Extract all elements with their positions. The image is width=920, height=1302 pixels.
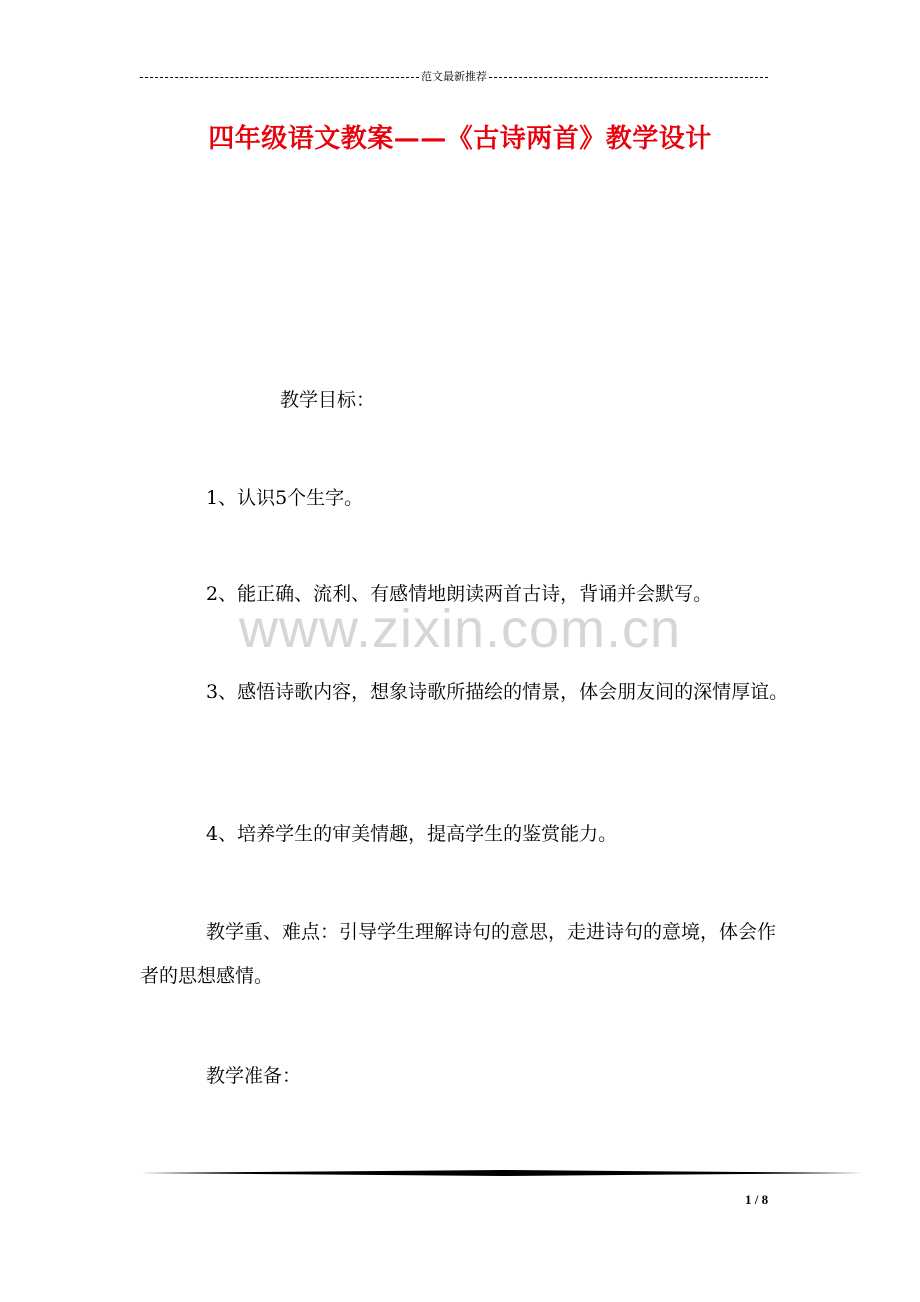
header-dashes-left	[140, 77, 419, 78]
objective-4: 4、培养学生的审美情趣，提高学生的鉴赏能力。	[206, 823, 618, 845]
page-header	[140, 68, 768, 86]
objectives-heading: 教学目标：	[280, 389, 376, 411]
objective-3: 3、感悟诗歌内容，想象诗歌所描绘的情景，体会朋友间的深情厚谊。	[206, 681, 789, 703]
page-number: 1 / 8	[745, 1192, 769, 1207]
objective-2: 2、能正确、流利、有感情地朗读两首古诗，背诵并会默写。	[206, 583, 713, 605]
watermark: www.zixin.com.cn	[238, 599, 682, 659]
preparation-heading: 教学准备：	[206, 1065, 302, 1087]
header-dashes-right	[489, 77, 768, 78]
key-points: 教学重、难点：引导学生理解诗句的意思，走进诗句的意境，体会作者的思想感情。	[140, 921, 777, 987]
header-label: 范文最新推荐	[421, 70, 487, 83]
document-title: 四年级语文教案——《古诗两首》教学设计	[208, 124, 712, 154]
objective-1: 1、认识5个生字。	[206, 487, 364, 509]
footer-rule	[140, 1168, 864, 1178]
